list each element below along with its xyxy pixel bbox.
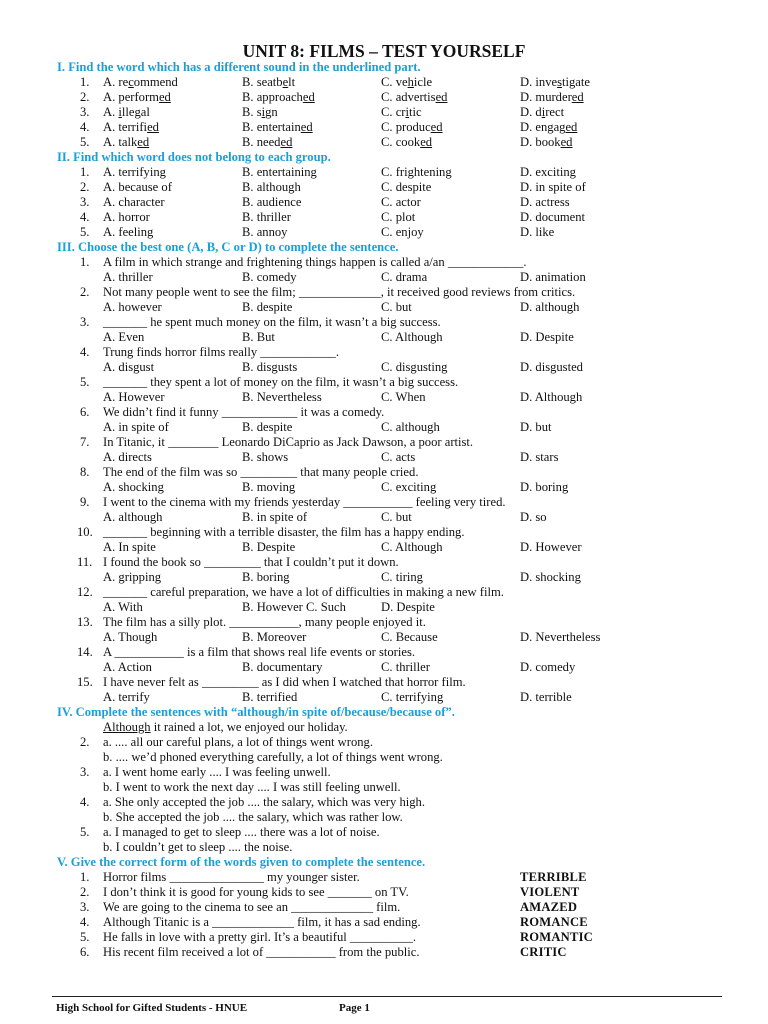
sentence-a: a. She only accepted the job .... the salary, which was very high. [103,795,425,809]
question-text: We are going to the cinema to see an _____________ film. [103,900,401,914]
option-text: A. terrifi [103,120,148,134]
sentence-b: b. .... we’d phoned everything carefully, a lot of things went wrong. [103,750,443,764]
option-text: B. entertain [242,120,301,134]
option-c [381,105,422,120]
option-text: D. inve [520,75,558,89]
option-d: D. Nevertheless [520,630,601,644]
option-text: B. seatb [242,75,283,89]
option-b [242,120,313,135]
item-number: 15. [77,675,93,689]
item-number: 3. [80,765,90,779]
option-b: B. disgusts [242,360,298,374]
item-number: 6. [80,405,90,419]
option-d: D. animation [520,270,586,284]
option-a [103,90,171,105]
option-a: A. In spite [103,540,156,554]
option-b: B. boring [242,570,290,584]
option-d: D. actress [520,195,570,209]
option-b: B. entertaining [242,165,317,179]
option-text: rect [545,105,565,119]
item-number: 11. [77,555,93,569]
sentence-b: b. I went to work the next day .... I was still feeling unwell. [103,780,401,794]
option-d: D. like [520,225,555,239]
question-row [0,195,768,210]
given-word: TERRIBLE [520,870,587,884]
item-number: 12. [77,585,93,599]
answer-options [0,690,768,705]
option-c [381,75,432,90]
word-form-row [0,945,768,960]
option-text: D. d [520,105,542,119]
option-text: gn [265,105,278,119]
question-row [0,75,768,90]
underlined-letters: i [261,105,266,119]
option-text: D. book [520,135,561,149]
word-form-row [0,915,768,930]
answer-options [0,630,768,645]
item-number: 4. [80,345,90,359]
question-stem [0,345,768,360]
underlined-letters: ed [435,90,448,104]
section-heading-text: V. Give the correct form of the words given to complete the sentence. [57,855,426,869]
option-c: C. enjoy [381,225,424,239]
item-number: 2. [80,180,90,194]
option-c: C. thriller [381,660,430,674]
option-b: B. documentary [242,660,323,674]
answer-options [0,450,768,465]
option-b: B. although [242,180,301,194]
item-number: 2. [80,885,90,899]
option-a: A. because of [103,180,172,194]
option-c: C. but [381,300,412,314]
given-word: AMAZED [520,900,578,914]
question-text: We didn’t find it funny ____________ it was a comedy. [103,405,385,419]
sentence-b: b. She accepted the job .... the salary, which was rather low. [103,810,403,824]
section-heading [0,150,768,165]
answer-options [0,390,768,405]
option-a: A. disgust [103,360,155,374]
underlined-letters: ed [147,120,159,134]
example-sentence [103,720,348,735]
option-a: A. terrifying [103,165,166,179]
option-text: A. perform [103,90,159,104]
footer-divider [52,996,722,997]
option-a: A. feeling [103,225,154,239]
option-text: C. ve [381,75,408,89]
option-c: C. acts [381,450,416,464]
option-d: D. Despite [520,330,574,344]
option-b: B. annoy [242,225,288,239]
option-a: A. Even [103,330,145,344]
question-stem [0,585,768,600]
underlined-letters: s [557,75,562,89]
question-stem [0,555,768,570]
option-text: C. cr [381,105,406,119]
question-text: A film in which strange and frightening things happen is called a/an ____________. [103,255,527,269]
answer-options [0,660,768,675]
option-d: D. However [520,540,582,554]
question-stem [0,315,768,330]
answer-options [0,420,768,435]
option-c: C. terrifying [381,690,444,704]
item-number: 13. [77,615,93,629]
item-number: 2. [80,735,90,749]
question-text: I have never felt as _________ as I did when I watched that horror film. [103,675,466,689]
option-c: C. although [381,420,440,434]
item-number: 2. [80,90,90,104]
option-c: C. actor [381,195,421,209]
sentence-pair-b [0,750,768,765]
underlined-letters: ed [280,135,293,149]
option-d: D. shocking [520,570,581,584]
option-b [242,105,278,120]
option-d: D. boring [520,480,569,494]
option-c: C. plot [381,210,416,224]
option-d [520,90,584,105]
underlined-letters: i [405,105,409,119]
option-text: C. produc [381,120,431,134]
option-d: D. disgusted [520,360,583,374]
option-b: B. despite [242,300,293,314]
option-c: C. Although [381,330,443,344]
option-text: ommend [133,75,178,89]
option-c: C. tiring [381,570,423,584]
section-heading [0,240,768,255]
question-text: _______ beginning with a terrible disaster, the film has a happy ending. [103,525,465,539]
underlined-letters: ed [420,135,433,149]
option-a: A. thriller [103,270,153,284]
answer-options [0,540,768,555]
option-d [520,135,572,150]
question-stem [0,465,768,480]
item-number: 3. [80,900,90,914]
option-c [381,90,447,105]
underlined-letters: ed [565,120,578,134]
question-text: _______ they spent a lot of money on the film, it wasn’t a big success. [103,375,459,389]
sentence-pair-b [0,780,768,795]
question-stem [0,255,768,270]
given-word: VIOLENT [520,885,580,899]
given-word: ROMANCE [520,915,588,929]
option-c [381,120,443,135]
given-word: CRITIC [520,945,567,959]
item-number: 8. [80,465,90,479]
option-text: B. need [242,135,281,149]
option-text: A. talk [103,135,138,149]
option-text: C. cook [381,135,421,149]
option-a: A. Action [103,660,152,674]
question-text: Although Titanic is a _____________ film, it has a sad ending. [103,915,421,929]
question-row [0,225,768,240]
question-text: His recent film received a lot of ___________ from the public. [103,945,420,959]
question-text: I found the book so _________ that I couldn’t put it down. [103,555,399,569]
option-d: D. so [520,510,547,524]
question-stem [0,495,768,510]
item-number: 3. [80,105,90,119]
underlined-letters: ed [137,135,150,149]
question-text: _______ careful preparation, we have a lot of difficulties in making a new film. [103,585,504,599]
section-heading-text: I. Find the word which has a different sound in the underlined part. [57,60,421,74]
option-a: A. Though [103,630,158,644]
option-d [520,75,590,90]
sentence-a: a. .... all our careful plans, a lot of things went wrong. [103,735,373,749]
option-a: A. shocking [103,480,164,494]
item-number: 2. [80,285,90,299]
page-footer [0,1000,768,1016]
question-row [0,135,768,150]
question-text: Not many people went to see the film; _____________, it received good reviews from critics. [103,285,576,299]
sentence-pair-b [0,810,768,825]
option-b: B. moving [242,480,296,494]
question-row [0,105,768,120]
option-b [242,75,295,90]
word-form-row [0,900,768,915]
item-number: 14. [77,645,93,659]
option-d: D. in spite of [520,180,586,194]
option-text: C. advertis [381,90,436,104]
option-text: A. re [103,75,129,89]
option-text: D. engag [520,120,566,134]
option-c: C. When [381,390,426,404]
item-number: 1. [80,255,90,269]
option-b: B. However C. Such [242,600,346,614]
footer-page-number: Page 1 [339,1002,370,1014]
question-stem [0,435,768,450]
sentence-a: a. I managed to get to sleep .... there was a lot of noise. [103,825,380,839]
underlined-letters: ed [302,90,315,104]
option-c: C. disgusting [381,360,448,374]
question-text: Trung finds horror films really ____________. [103,345,340,359]
underlined-letters: h [407,75,414,89]
option-b: B. comedy [242,270,297,284]
word-form-row [0,885,768,900]
example-row [0,720,768,735]
item-number: 3. [80,195,90,209]
sentence-pair-a [0,825,768,840]
question-text: I don’t think it is good for young kids to see _______ on TV. [103,885,409,899]
item-number: 9. [80,495,90,509]
option-text: tic [408,105,422,119]
option-a: A. directs [103,450,152,464]
option-b: B. Nevertheless [242,390,322,404]
option-b: B. in spite of [242,510,308,524]
answer-options [0,480,768,495]
item-number: 6. [80,945,90,959]
sentence-pair-a [0,735,768,750]
item-number: 5. [80,375,90,389]
question-stem [0,375,768,390]
option-a: A. character [103,195,165,209]
option-b: B. despite [242,420,293,434]
question-row [0,90,768,105]
sentence-pair-a [0,765,768,780]
question-text: He falls in love with a pretty girl. It’s a beautiful __________. [103,930,417,944]
question-row [0,165,768,180]
underlined-letters: ed [571,90,584,104]
option-d: D. comedy [520,660,576,674]
question-text: _______ he spent much money on the film, it wasn’t a big success. [103,315,441,329]
option-c: C. Although [381,540,443,554]
option-a [103,120,159,135]
option-d: D. stars [520,450,559,464]
example-text: it rained a lot, we enjoyed our holiday. [150,720,348,734]
option-b: B. terrified [242,690,298,704]
option-d: D. Although [520,390,583,404]
option-a [103,105,150,120]
underlined-letters: ed [430,120,443,134]
section-heading-text: III. Choose the best one (A, B, C or D) to complete the sentence. [57,240,399,254]
underlined-letters: i [118,105,122,119]
sentence-pair-a [0,795,768,810]
question-row [0,180,768,195]
option-a: A. however [103,300,162,314]
sentence-b: b. I couldn’t get to sleep .... the noise. [103,840,293,854]
sentence-a: a. I went home early .... I was feeling unwell. [103,765,331,779]
question-text: I went to the cinema with my friends yesterday ___________ feeling very tired. [103,495,506,509]
option-a: A. gripping [103,570,162,584]
underlined-letters: i [541,105,546,119]
option-d: D. but [520,420,552,434]
word-form-row [0,870,768,885]
option-text: icle [413,75,433,89]
option-a: A. With [103,600,143,614]
example-underlined-word: Although [103,720,151,734]
item-number: 4. [80,120,90,134]
option-b [242,90,315,105]
answer-options [0,300,768,315]
option-text: D. murder [520,90,572,104]
sentence-pair-b [0,840,768,855]
question-text: The film has a silly plot. ___________, many people enjoyed it. [103,615,426,629]
answer-options [0,600,768,615]
option-b: B. Moreover [242,630,307,644]
item-number: 1. [80,165,90,179]
option-text: B. approach [242,90,303,104]
item-number: 5. [80,930,90,944]
option-a: A. terrify [103,690,150,704]
option-d [520,120,577,135]
option-c: C. frightening [381,165,452,179]
question-stem [0,645,768,660]
option-c: C. but [381,510,412,524]
option-a: A. although [103,510,163,524]
item-number: 4. [80,210,90,224]
question-row [0,210,768,225]
option-d [520,105,564,120]
option-c: C. despite [381,180,432,194]
question-text: In Titanic, it ________ Leonardo DiCaprio as Jack Dawson, a poor artist. [103,435,474,449]
answer-options [0,570,768,585]
question-text: The end of the film was so _________ that many people cried. [103,465,419,479]
footer-school: High School for Gifted Students - HNUE [56,1002,248,1014]
option-text: A. [103,105,119,119]
underlined-letters: ed [300,120,313,134]
option-d: D. exciting [520,165,576,179]
option-d: D. document [520,210,586,224]
item-number: 1. [80,75,90,89]
option-b [242,135,292,150]
option-a: A. horror [103,210,150,224]
option-c: D. Despite [381,600,435,614]
section-heading [0,60,768,75]
section-heading [0,855,768,870]
item-number: 4. [80,915,90,929]
option-text: B. s [242,105,262,119]
option-text: lt [288,75,296,89]
underlined-letters: e [282,75,289,89]
item-number: 3. [80,315,90,329]
question-row [0,120,768,135]
section-heading [0,705,768,720]
underlined-letters: ed [158,90,171,104]
question-text: Horror films _______________ my younger sister. [103,870,360,884]
option-text: llegal [121,105,150,119]
option-b: B. shows [242,450,289,464]
underlined-letters: c [128,75,134,89]
item-number: 5. [80,135,90,149]
question-stem [0,615,768,630]
answer-options [0,270,768,285]
question-stem [0,525,768,540]
item-number: 7. [80,435,90,449]
answer-options [0,360,768,375]
option-b: B. Despite [242,540,296,554]
option-a [103,75,178,90]
item-number: 4. [80,795,90,809]
option-c: C. Because [381,630,438,644]
page-title: UNIT 8: FILMS – TEST YOURSELF [242,41,526,61]
option-b: B. But [242,330,275,344]
question-stem [0,405,768,420]
option-b: B. thriller [242,210,291,224]
option-text: tigate [561,75,590,89]
option-c: C. drama [381,270,428,284]
item-number: 10. [77,525,93,539]
section-heading-text: II. Find which word does not belong to each group. [57,150,331,164]
item-number: 5. [80,225,90,239]
item-number: 5. [80,825,90,839]
question-stem [0,285,768,300]
answer-options [0,330,768,345]
option-c: C. exciting [381,480,437,494]
section-heading-text: IV. Complete the sentences with “although/in spite of/because/because of”. [57,705,455,719]
question-text: A ___________ is a film that shows real life events or stories. [103,645,415,659]
option-c [381,135,432,150]
word-form-row [0,930,768,945]
option-d: D. although [520,300,580,314]
given-word: ROMANTIC [520,930,593,944]
option-a: A. in spite of [103,420,169,434]
option-d: D. terrible [520,690,572,704]
answer-options [0,510,768,525]
question-stem [0,675,768,690]
item-number: 1. [80,870,90,884]
option-a [103,135,149,150]
underlined-letters: ed [560,135,573,149]
option-b: B. audience [242,195,302,209]
option-a: A. However [103,390,165,404]
